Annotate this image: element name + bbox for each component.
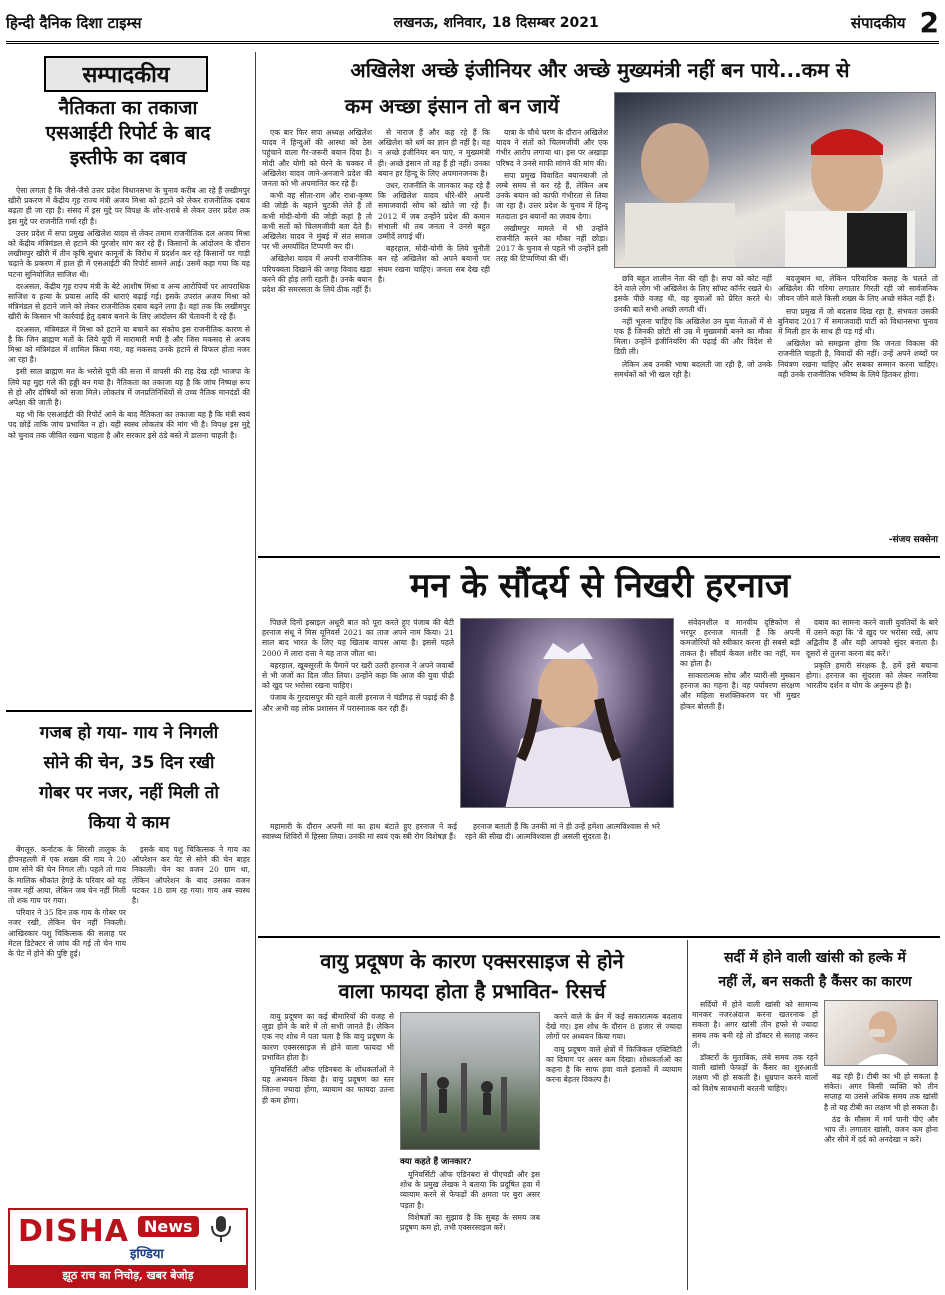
cough-body-col1	[692, 1000, 818, 1288]
paragraph: अखिलेश यादव में अपनी राजनीतिक परिपक्वता दिखाने की जगह विवाद खड़ा करने की होड़ लगी रहती है। उनके बयान प्रदेश की समरसता के लिये ठीक नहीं हैं।	[262, 254, 372, 295]
microphone-icon	[208, 1214, 234, 1244]
pollution-headline	[262, 946, 682, 1006]
pollution-headline-line: वायु प्रदूषण के कारण एक्सरसाइज से होने	[320, 949, 624, 973]
pollution-headline-line: वाला फायदा होता है प्रभावित- रिसर्च	[338, 979, 606, 1003]
paragraph: यात्रा के चौथे चरण के दौरान अखिलेश यादव ने संतों को चिलमजीवी और एक गंभीर आरोप लगाया था। इस पर अखाड़ा परिषद ने उनसे माफी मांगने की मांग की।	[496, 128, 608, 168]
column-divider	[687, 940, 688, 1290]
paragraph: परिवार ने 35 दिन तक गाय के गोबर पर नजर रखी, लेकिन चेन नहीं निकली। आखिरकार पशु चिकित्सक की सलाह पर मेटल डिटेक्टर से जांच की गई तो चेन गाय के पेट में होने की पुष्टि हुई।	[8, 908, 126, 959]
paragraph: ठंड के मौसम में गर्म पानी पीएं और भाप लें। लगातार खांसी, वजन कम होना और सीने में दर्द को अनदेखा न करें।	[824, 1114, 938, 1145]
paragraph: वायु प्रदूषण वाले क्षेत्रों में फिजिकल एक्टिविटी का दिमाग पर असर कम दिखा। शोधकर्ताओं का कहना है कि साफ हवा वाले इलाकों में व्यायाम करना बेहतर विकल्प है।	[546, 1044, 682, 1085]
paragraph: दरअसल, मंत्रिमंडल में मिश्रा को हटाने या बचाने का संकोच इस राजनीतिक कारण से है कि जिन ब्राह्मण मतों के लिये यूपी में मारामारी मची है और जिस मकसद से अजय मिश्रा को मंत्रिमंडल में शामिल किया गया, वह मकसद उनके हटाने से विफल होता नजर आ रहा है।	[8, 324, 250, 365]
akhilesh-headline-2: कम अच्छा इंसान तो बन जायें	[344, 94, 560, 118]
paragraph: कभी वह सीता-राम और राधा-कृष्ण की जोड़ी के बहाने चुटकी लेते हैं तो कभी मोदी-योगी की जोड़ी कहां है तो कभी सतों को चिलमजीवी बता देते हैं। अखिलेश यादव ने मुंबई में संत समाज पर भी अमर्यादित टिप्पणी कर दी।	[262, 191, 372, 252]
pollution-body-col1	[262, 1012, 394, 1288]
paragraph: लखीमपुर मामले में भी उन्होंने राजनीति करने का मौका नहीं छोड़ा। 2017 के चुनाव से पहले भी उन्होंने इसी तरह की टिप्पणियां की थीं।	[496, 223, 608, 264]
paragraph: बहरहाल, मोदी-योगी के लिये चुनौती बन रहे अखिलेश को अपने बयानों पर संयम रखना चाहिए। जनता सब देख रही है।	[378, 244, 490, 284]
cough-headline-line: सर्दी में होने वाली खांसी को हल्के में	[724, 950, 906, 966]
cow-headline-line: सोने की चेन, 35 दिन रखी	[43, 753, 215, 773]
cow-body-col1	[8, 845, 126, 1200]
page-number: 2	[919, 6, 939, 39]
disha-news-ad	[8, 1208, 248, 1288]
cough-body-col2	[824, 1072, 938, 1288]
pollution-body-col3	[546, 1012, 682, 1288]
paragraph: इसी साल ब्राह्मण मत के भरोसे यूपी की सत्ता में वापसी की राह देख रही भाजपा के लिये यह मुद्दा गले की हड्डी बन गया है। नैतिकता का तकाजा यह है कि जांच निष्पक्ष रूप से हो और दोषियों को सजा मिले। लोकतंत्र में जनप्रतिनिधियों से उच्च नैतिक मानदंडों की अपेक्षा की जाती है।	[8, 367, 250, 408]
divider	[258, 936, 940, 938]
paragraph: संवेदनशील व मानवीय दृष्टिकोण से भरपूर हरनाज मानती हैं कि अपनी कमजोरियों को स्वीकार करना ही सबसे बड़ी ताकत है। सौंदर्य केवल शरीर का नहीं, मन का होता है।	[680, 618, 800, 668]
dateline: लखनऊ, शनिवार, 18 दिसम्बर 2021	[393, 15, 599, 31]
paragraph: पंजाब के गुरदासपुर की रहने वाली हरनाज ने चंडीगढ़ से पढ़ाई की है और अभी वह लोक प्रशासन में परास्नातक कर रही हैं।	[262, 693, 454, 713]
paragraph: हरनाज बताती हैं कि उनकी मां ने ही उन्हें हमेशा आत्मविश्वास से भरे रहने की सीख दी। आत्मविश्वास ही असली सुंदरता है।	[465, 822, 660, 842]
editorial-headline-line: एसआईटी रिपोर्ट के बाद	[45, 122, 211, 144]
column-divider	[255, 52, 256, 1290]
paragraph: ऐसा लगता है कि जैसे-जैसे उत्तर प्रदेश विधानसभा के चुनाव करीब आ रहे हैं लखीमपुर खीरी प्रकरण में केंद्रीय गृह राज्य मंत्री अजय मिश्रा को हटाने को लेकर राजनीतिक दबाव बढ़ता ही जा रहा है। संसद में इस मुद्दे पर विपक्ष के शोर-शराबे से लेकर उत्तर प्रदेश तक इस मुद्दे पर राजनीति गर्मा रही है।	[8, 186, 250, 226]
paragraph: यह भी कि एसआईटी की रिपोर्ट आने के बाद नैतिकता का तकाजा यह है कि मंत्री स्वयं पद छोड़ें ताकि जांच प्रभावित न हो। यही स्वस्थ लोकतंत्र की मांग भी है। विपक्ष इस मुद्दे को चुनाव तक जीवित रखना चाहता है और सरकार इसे ठंडे बस्ते में डालना चाहती है।	[8, 410, 250, 440]
akhilesh-body-col3	[496, 128, 608, 548]
ad-brand: DISHA	[18, 1214, 129, 1249]
paragraph: विशेषज्ञों का सुझाव है कि सुबह के समय जब प्रदूषण कम हो, तभी एक्सरसाइज करें।	[400, 1212, 540, 1233]
paragraph: लेकिन अब उनकी भाषा बदलती जा रही है, जो उनके समर्थकों को भी खल रही है।	[614, 359, 772, 379]
ad-brand-sub: इण्डिया	[130, 1247, 164, 1262]
paragraph: वायु प्रदूषण का कई बीमारियों की वजह से जुड़ा होने के बारे में तो सभी जानते हैं। लेकिन एक नए शोध में पता चला है कि वायु प्रदूषण के कारण एक्सरसाइज से होने वाला फायदा भी प्रभावित होता है।	[262, 1012, 394, 1062]
akhilesh-body-col2	[378, 128, 490, 548]
editorial-section-label: सम्पादकीय	[44, 56, 208, 92]
paragraph: डॉक्टरों के मुताबिक, लंबे समय तक रहने वाली खांसी फेफड़ों के कैंसर का शुरुआती लक्षण भी हो सकती है। धूम्रपान करने वालों को विशेष सावधानी बरतनी चाहिए।	[692, 1053, 818, 1093]
paragraph: यूनिवर्सिटी ऑफ एडिनबरा के शोधकर्ताओं ने यह अध्ययन किया है। वायु प्रदूषण का स्तर जितना ज्यादा होगा, व्यायाम का फायदा उतना ही कम होगा।	[262, 1065, 394, 1105]
paper-name: हिन्दी दैनिक दिशा टाइम्स	[6, 13, 142, 32]
paragraph: दबाव का सामना करने वाली युवतियों के बारे में उसने कहा कि 'वे खुद पर भरोसा रखें, आप अद्वितीय हैं और यही आपको सुंदर बनाता है। दूसरों से तुलना करना बंद करें।'	[806, 618, 938, 658]
paragraph: से नाराज हैं और कह रहे हैं कि अखिलेश को धर्म का ज्ञान ही नहीं है। वह न अच्छे इंजीनियर बन पाए, न मुख्यमंत्री ही। अच्छे इंसान तो वह हैं ही नहीं। उनका बयान हर हिन्दू के लिए अपमानजनक है।	[378, 128, 490, 178]
paragraph: साकारात्मक सोच और प्यारी-सी मुस्कान हरनाज का गहना है। वह पर्यावरण संरक्षण और महिला सशक्तिकरण पर भी मुखर होकर बोलती हैं।	[680, 671, 800, 711]
paragraph: पिछले दिनों इस्राइल अधूरी बात को पूरा करते हुए पंजाब की बेटी हरनाज संधू ने मिस यूनिवर्स 2021 का ताज अपने नाम किया। 21 साल बाद भारत के लिए यह खिताब वापस आया है। इससे पहले 2000 में लारा दत्ता ने यह ताज जीता था।	[262, 618, 454, 658]
paragraph: सर्दियों में होने वाली खांसी को सामान्य मानकर नजरअंदाज करना खतरनाक हो सकता है। अगर खांसी तीन हफ्ते से ज्यादा समय तक बनी रहे तो डॉक्टर से सलाह जरूर लें।	[692, 1000, 818, 1050]
masthead	[6, 4, 939, 44]
editorial-headline-line: इस्तीफे का दबाव	[69, 147, 187, 169]
byline: -संजय सक्सेना	[888, 535, 938, 545]
ad-brand-news: News	[138, 1216, 199, 1237]
editorial-headline	[8, 96, 248, 171]
paragraph: सपा प्रमुख विवादित बयानबाजी तो लम्बे समय से कर रहे हैं, लेकिन अब उनके बयान को काफी गंभीरता से लिया जा रहा है। उत्तर प्रदेश के चुनाव में हिन्दू मतदाता इन बयानों का जवाब देगा।	[496, 170, 608, 221]
cow-headline-line: किया ये काम	[88, 813, 170, 833]
cow-headline-line: गजब हो गया- गाय ने निगली	[39, 723, 219, 743]
paragraph: नहीं भूलना चाहिए कि अखिलेश उन युवा नेताओं में से एक हैं जिनकी छोटी सी उम्र में मुख्यमंत्री बनने का मौका मिला। उन्होंने इंजीनियरिंग की पढ़ाई की और विदेश से डिग्री ली।	[614, 316, 772, 357]
paragraph: उत्तर प्रदेश में सपा प्रमुख अखिलेश यादव से लेकर तमाम राजनीतिक दल अजय मिश्रा को केंद्रीय मंत्रिमंडल से हटाने की पुरजोर मांग कर रहे हैं। किसानों के आंदोलन के दौरान लखीमपुर खीरी में तीन कृषि सुधार कानूनों के विरोध में प्रदर्शन कर रहे किसानों पर गाड़ी चढ़ाने के प्रकरण में हाल ही में एसआईटी की रिपोर्ट सामने आई। उसमें कहा गया कि यह घटना सुनियोजित साजिश थी।	[8, 228, 250, 279]
paragraph: उधर, राजनीति के जानकार कह रहे हैं कि अखिलेश यादव धीरे-धीरे अपनी समाजवादी सोच को खोते जा रहे हैं। 2012 में जब उन्होंने प्रदेश की कमान संभाली थी तब जनता ने उनसे बहुत उम्मीदें लगाई थीं।	[378, 181, 490, 242]
cow-body-col2	[132, 845, 250, 1200]
pollution-q-label: क्या कहते हैं जानकार?	[400, 1157, 472, 1167]
akhilesh-headline-1: अखिलेश अच्छे इंजीनियर और अच्छे मुख्यमंत्री नहीं बन पाये...कम से	[350, 58, 850, 82]
harnaaz-headline: मन के सौंदर्य से निखरी हरनाज	[409, 566, 791, 606]
ad-tagline: झूठ राच का निचोड़, खबर बेजोड़	[10, 1265, 246, 1286]
divider	[6, 710, 252, 712]
akhilesh-body-col1	[262, 128, 372, 548]
cough-headline-line: नहीं लें, बन सकती है कैंसर का कारण	[718, 974, 912, 990]
divider	[258, 556, 940, 558]
harnaaz-body-col2	[262, 822, 660, 930]
paragraph: बढ़ रही है। टीबी का भी हो सकता है संकेत। अगर किसी व्यक्ति को तीन सप्ताह या उससे अधिक समय तक खांसी है तो यह टीबी का लक्षण भी हो सकता है।	[824, 1072, 938, 1112]
paragraph: बहरहाल, खूबसूरती के पैमाने पर खरी उतरी हरनाज ने अपने जवाबों से भी जजों का दिल जीत लिया। उन्होंने कहा कि आज की युवा पीढ़ी को खुद पर भरोसा रखना चाहिए।	[262, 660, 454, 691]
harnaaz-photo	[460, 618, 674, 808]
paragraph: छवि बहुत शालीन नेता की रही है। सपा को कोट नहीं देने वाले लोग भी अखिलेश के लिए सॉफ्ट कॉर्नर रखते थे। इसके पीछे वजह थी, वह युवाओं को प्रेरित करते थे। उनकी बातें सभी अच्छी लगती थीं।	[614, 274, 772, 314]
paragraph: अखिलेश को समझना होगा कि जनता विकास की राजनीति चाहती है, विवादों की नहीं। उन्हें अपने शब्दों पर नियंत्रण रखना चाहिए और सबका सम्मान करना चाहिए। वही उनके राजनीतिक भविष्य के लिये हितकर होगा।	[778, 339, 938, 379]
harnaaz-body-col3	[680, 618, 800, 930]
cough-photo	[824, 1000, 938, 1066]
paragraph: सपा प्रमुख में जो बदलाव दिख रहा है, संभवतः उसकी बुनियाद 2017 में समाजवादी पार्टी को विधानसभा चुनाव में मिली हार के साथ ही पड़ गई थी।	[778, 306, 938, 337]
harnaaz-body-col1	[262, 618, 454, 818]
editorial-headline-line: नैतिकता का तकाजा	[58, 97, 198, 119]
paragraph: बेंगलूरु. कर्नाटक के सिरसी तालुक के हीपनहल्ली में एक शख्स की गाय ने 20 ग्राम सोने की चेन निगल ली। पहले तो गाय के मालिक श्रीकांत हेगड़े के परिवार को यह नजर नहीं आया, लेकिन जब चेन नहीं मिली तो शक गाय पर गया।	[8, 845, 126, 906]
paragraph: यूनिवर्सिटी ऑफ एडिनबरा से पीएचडी और इस शोध के प्रमुख लेखक ने बताया कि प्रदूषित हवा में व्यायाम करने से फेफड़ों की क्षमता पर बुरा असर पड़ता है।	[400, 1170, 540, 1210]
pollution-photo	[400, 1012, 540, 1150]
harnaaz-body-col4	[806, 618, 938, 930]
pollution-body-col2	[400, 1170, 540, 1288]
akhilesh-body-col5	[778, 274, 938, 530]
paragraph: बदजुबान था, लेकिन परिवारिक कलह के चलते तो अखिलेश की गरिमा लगातार गिरती रही जो सार्वजनिक जीवन जीने वाले किसी शख्स के लिए अच्छे संकेत नहीं हैं।	[778, 274, 938, 304]
akhilesh-photo	[614, 92, 936, 268]
paragraph: करने वाले के ब्रेन में कई सकारात्मक बदलाव देखे गए। इस शोध के दौरान 8 हजार से ज्यादा लोगों पर अध्ययन किया गया।	[546, 1012, 682, 1042]
masthead-right	[851, 6, 939, 39]
paragraph: महामारी के दौरान अपनी मां का हाथ बंटाते हुए हरनाज ने कई स्वास्थ्य शिविरों में हिस्सा लिया। उनकी मां स्वयं एक स्त्री रोग विशेषज्ञ हैं।	[262, 822, 457, 842]
editorial-body	[8, 186, 250, 706]
paragraph: प्रकृति हमारी संरक्षक है, हमें इसे बचाना होगा। हरनाज का सुंदरता को लेकर नजरिया भारतीय दर्शन व योग के अनुरूप ही है।	[806, 660, 938, 691]
section-name: संपादकीय	[850, 13, 906, 32]
paragraph: इसके बाद पशु चिकित्सक ने गाय का ऑपरेशन कर पेट से सोने की चेन बाहर निकाली। चेन का वजन 20 ग्राम था, लेकिन ऑपरेशन के बाद उसका वजन घटकर 18 ग्राम रह गया। गाय अब स्वस्थ है।	[132, 845, 250, 906]
paragraph: दरअसल, केंद्रीय गृह राज्य मंत्री के बेटे आशीष मिश्रा व अन्य आरोपियों पर आपराधिक साजिश व हत्या के प्रयास आदि की धाराएं बढ़ाई गई। इसके उपरांत अजय मिश्रा को मंत्रिमंडल से हटाने जाने को लेकर राजनीतिक दबाव बढ़ने लगा है। वहां तक कि लखीमपुर खीरी के किसान भी कार्रवाई हेतु दबाव बनाने के लिए आंदोलन की चेतावनी दे रहे हैं।	[8, 281, 250, 322]
cow-headline-line: गोबर पर नजर, नहीं मिली तो	[39, 783, 219, 803]
cow-headline	[8, 718, 250, 838]
cough-headline	[692, 946, 938, 994]
akhilesh-body-col4	[614, 274, 772, 548]
paragraph: एक बार फिर सपा अध्यक्ष अखिलेश यादव ने हिन्दुओं की आस्था को ठेस पहुंचाने वाला गैर-जरूरी बयान दिया है। मोदी और योगी को घेरने के चक्कर में अखिलेश यादव जाने-अनजाने प्रदेश की जनता को भी अपमानित कर रहे हैं।	[262, 128, 372, 189]
